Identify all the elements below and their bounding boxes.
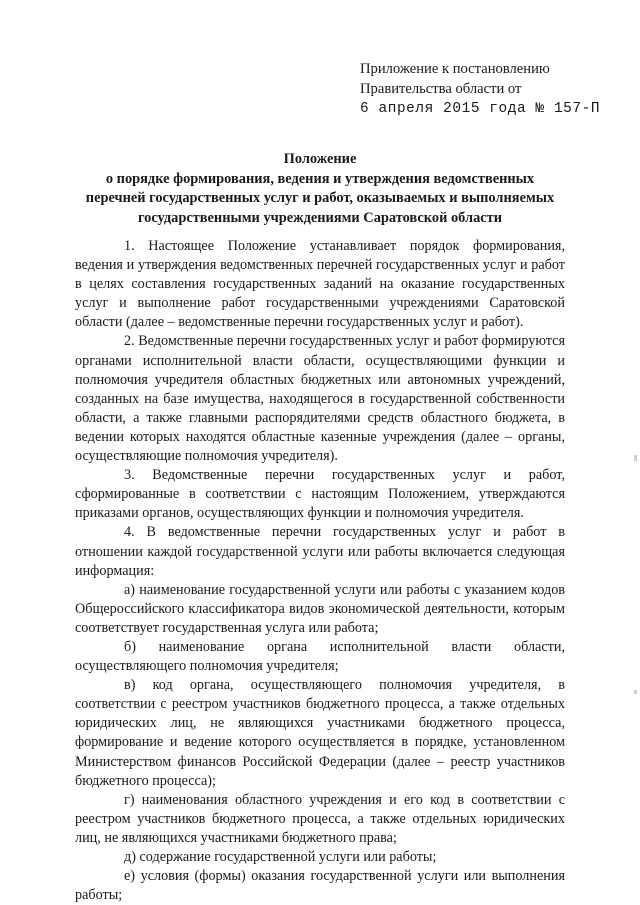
document-title <box>75 150 565 228</box>
paragraph-1: 1. Настоящее Положение устанавливает порядок формирования, ведения и утверждения ведомственных перечней государственных услуг и работ в целях составления государственных заданий на оказание государственных услуг и выполнение работ государственными учреждениями Саратовской области (далее – ведомственные перечни государственных услуг и работ). <box>75 238 565 331</box>
attachment-line-1: Приложение к постановлению <box>360 61 550 77</box>
title-line-3: перечней государственных услуг и работ, оказываемых и выполняемых <box>85 190 555 206</box>
attachment-date-line: 6 апреля 2015 года № 157-П <box>360 101 601 117</box>
title-line-1: Положение <box>283 151 357 167</box>
attachment-note <box>360 60 630 120</box>
attachment-line-2: Правительства области от <box>360 80 522 97</box>
title-line-2: о порядке формирования, ведения и утверждения ведомственных <box>105 170 535 187</box>
paragraph-3: 3. Ведомственные перечни государственных услуг и работ, сформированные в соответствии с настоящим Положением, утверждаются приказами органов, осуществляющих функции и полномочия учредителя. <box>75 467 565 522</box>
scan-edge-mark <box>634 455 637 461</box>
paragraph-2: 2. Ведомственные перечни государственных услуг и работ формируются органами исполнительной власти области, осуществляющими функции и полномочия учредителя областных бюджетных или автономных учреждений, созданных на базе имущества, находящегося в государственной собственности области, а также главными распорядителями средств областного бюджета, в ведении которых находятся областные казенные учреждения (далее – органы, осуществляющие полномочия учредителя). <box>75 333 565 465</box>
item-e: е) условия (формы) оказания государственной услуги или выполнения работы; <box>75 868 565 904</box>
title-line-4: государственными учреждениями Саратовской области <box>137 209 503 226</box>
item-g: г) наименования областного учреждения и его код в соответствии с реестром участников бюджетного процесса, а также отдельных юридических лиц, не являющихся участниками бюджетного права; <box>75 791 565 846</box>
item-b: б) наименование органа исполнительной власти области, осуществляющего полномочия учредителя; <box>75 638 565 675</box>
item-d: д) содержание государственной услуги или работы; <box>124 849 437 865</box>
item-a: а) наименование государственной услуги или работы с указанием кодов Общероссийского классификатора видов экономической деятельности, которым соответствует государственная услуга или работа; <box>75 581 565 636</box>
paragraph-4: 4. В ведомственные перечни государственных услуг и работ в отношении каждой государственной услуги или работы включается следующая информация: <box>75 524 565 579</box>
document-body <box>75 237 565 905</box>
scan-edge-mark <box>634 690 637 694</box>
item-v: в) код органа, осуществляющего полномочия учредителя, в соответствии с реестром участников бюджетного процесса, а также отдельных юридических лиц, не являющихся участниками бюджетного процесса, формирование и ведение которого осуществляется в порядке, установленном Министерством финансов Российской Федерации (далее – реестр участников бюджетного процесса); <box>75 677 565 789</box>
